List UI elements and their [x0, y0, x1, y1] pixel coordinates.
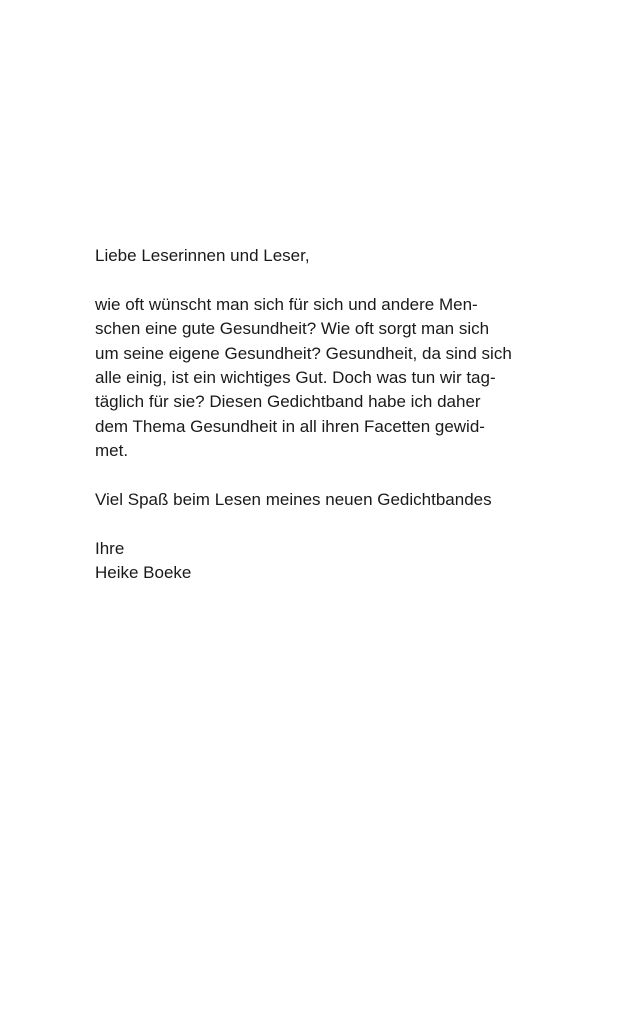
paragraph-gap — [95, 464, 565, 488]
signature-salutation: Ihre — [95, 538, 125, 558]
closing-wish: Viel Spaß beim Lesen meines neuen Gedichtbandes — [95, 490, 492, 510]
greeting: Liebe Leserinnen und Leser, — [95, 246, 310, 265]
body-line: um seine eigene Gesundheit? Gesundheit, da sind sich — [95, 343, 512, 363]
body-line: alle einig, ist ein wichtiges Gut. Doch was tun wir tag- — [95, 368, 496, 388]
paragraph-gap — [95, 512, 565, 536]
signature-name: Heike Boeke — [95, 563, 192, 583]
body-line: dem Thema Gesundheit in all ihren Facetten gewid- — [95, 416, 485, 436]
paragraph-gap — [95, 268, 565, 292]
body-line: met. — [95, 441, 129, 461]
body-line: täglich für sie? Diesen Gedichtband habe ich daher — [95, 392, 481, 412]
body-line: schen eine gute Gesundheit? Wie oft sorgt man sich — [95, 319, 490, 339]
letter-text — [95, 244, 565, 586]
body-line: wie oft wünscht man sich für sich und andere Men- — [95, 294, 478, 314]
